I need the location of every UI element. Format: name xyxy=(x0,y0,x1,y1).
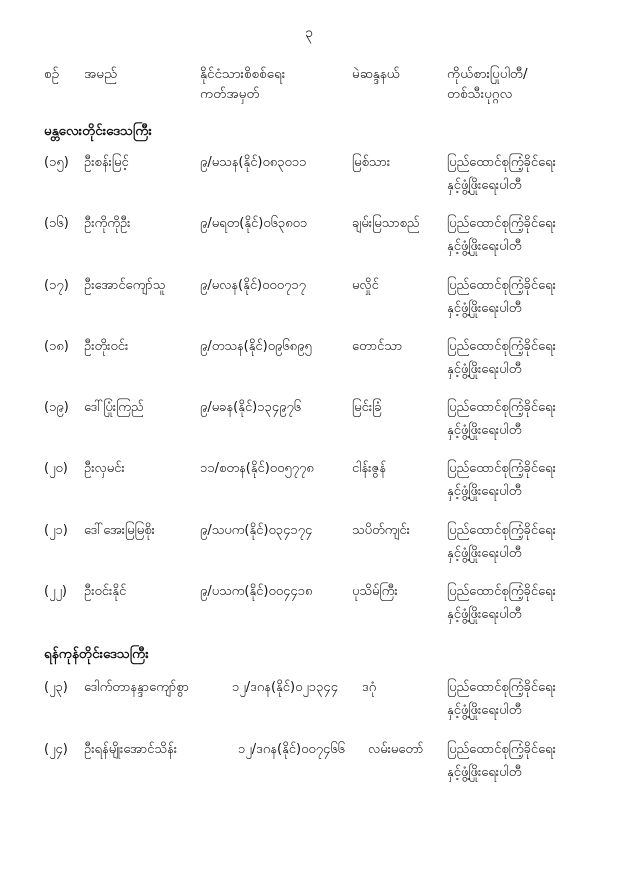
row-party-line1: ပြည်ထောင်စုကြံ့ခိုင်ရေး xyxy=(447,742,556,757)
row-constituency: ဒဂုံ xyxy=(362,680,377,695)
row-id: ၁၁/စတန(နိုင်)၀၀၅၇၇၈ xyxy=(200,461,314,476)
region-title: ရန်ကုန်တိုင်းဒေသကြီး xyxy=(44,646,149,662)
header-no: စဉ် xyxy=(44,66,60,82)
row-name: ဒေါ်အေးမြမြစိုး xyxy=(84,523,155,538)
row-number: (၁၆) xyxy=(44,216,69,231)
row-constituency: မလှိုင် xyxy=(352,278,379,293)
row-party-line2: နှင့်ဖွံ့ဖြိုးရေးပါတီ xyxy=(447,607,522,622)
row-party-line2: နှင့်ဖွံ့ဖြိုးရေးပါတီ xyxy=(447,362,522,377)
row-party-line1: ပြည်ထောင်စုကြံ့ခိုင်ရေး xyxy=(447,339,556,354)
row-id: ၁၂/ဒဂန(နိုင်)၀၀၇၄၆၆ xyxy=(238,742,345,757)
row-id: ၉/သပက(နိုင်)၀၃၄၁၇၄ xyxy=(200,523,313,538)
row-name: ဦးကိုကိုဦး xyxy=(84,216,131,231)
row-party-line1: ပြည်ထောင်စုကြံ့ခိုင်ရေး xyxy=(447,400,556,415)
row-name: ဒေါက်တာနန္ဒာကျော်စွာ xyxy=(84,680,189,695)
row-constituency: တောင်သာ xyxy=(352,339,403,354)
header-party-line1: ကိုယ်စားပြုပါတီ/ xyxy=(447,66,528,82)
row-id: ၁၂/ဒဂန(နိုင်)၀၂၁၃၄၄ xyxy=(232,680,339,695)
row-id: ၉/မခန(နိုင်)၁၃၄၉၇၆ xyxy=(200,400,302,415)
row-party-line2: နှင့်ဖွံ့ဖြိုးရေးပါတီ xyxy=(447,301,522,316)
row-id: ၉/ပသက(နိုင်)၀၀၄၄၁၈ xyxy=(200,584,313,599)
row-party-line1: ပြည်ထောင်စုကြံ့ခိုင်ရေး xyxy=(447,523,556,538)
row-number: (၁၉) xyxy=(44,400,69,415)
row-name: ဦးလှမင်း xyxy=(84,461,125,476)
row-constituency: မြင်းခြံ xyxy=(352,400,382,415)
region-title: မန္တလေးတိုင်းဒေသကြီး xyxy=(44,123,152,139)
row-id: ၉/မရတ(နိုင်)၀၆၃၈၀၁ xyxy=(200,216,308,231)
row-party-line1: ပြည်ထောင်စုကြံ့ခိုင်ရေး xyxy=(447,216,556,231)
row-id: ၉/တသန(နိုင်)၀၉၆၈၉၅ xyxy=(200,339,312,354)
row-constituency: သပိတ်ကျင်း xyxy=(352,523,410,538)
row-id: ၉/မသန(နိုင်)၀၈၃၀၁၁ xyxy=(200,155,307,170)
row-party-line1: ပြည်ထောင်စုကြံ့ခိုင်ရေး xyxy=(447,278,556,293)
row-name: ဦးတိုးဝင်း xyxy=(84,339,129,354)
row-number: (၂၁) xyxy=(44,523,68,538)
row-number: (၂၂) xyxy=(44,584,67,599)
row-name: ဦးရန်မျိုးအောင်သိန်း xyxy=(84,742,177,757)
row-constituency: ငါန်းဇွန် xyxy=(352,461,386,476)
header-id-line1: နိုင်ငံသားစိစစ်ရေး xyxy=(200,66,286,82)
header-name: အမည် xyxy=(84,66,118,82)
row-number: (၁၈) xyxy=(44,339,69,354)
row-party-line2: နှင့်ဖွံ့ဖြိုးရေးပါတီ xyxy=(447,546,522,561)
page-number: ၃ xyxy=(305,25,313,41)
row-name: ဦးအောင်ကျော်သူ xyxy=(84,278,166,293)
header-party-line2: တစ်သီးပုဂ္ဂလ xyxy=(447,86,513,102)
row-party-line2: နှင့်ဖွံ့ဖြိုးရေးပါတီ xyxy=(447,484,522,499)
header-id-line2: ကတ်အမှတ် xyxy=(200,86,260,102)
row-constituency: မြစ်သား xyxy=(352,155,391,170)
row-party-line2: နှင့်ဖွံ့ဖြိုးရေးပါတီ xyxy=(447,423,522,438)
row-number: (၂၃) xyxy=(44,680,68,695)
row-party-line1: ပြည်ထောင်စုကြံ့ခိုင်ရေး xyxy=(447,680,556,695)
row-party-line2: နှင့်ဖွံ့ဖြိုးရေးပါတီ xyxy=(447,178,522,193)
row-party-line1: ပြည်ထောင်စုကြံ့ခိုင်ရေး xyxy=(447,584,556,599)
row-name: ဦးစန်းမြင့် xyxy=(84,155,129,170)
row-number: (၂၄) xyxy=(44,742,68,757)
row-number: (၁၅) xyxy=(44,155,69,170)
row-number: (၂၀) xyxy=(44,461,68,476)
row-number: (၁၇) xyxy=(44,278,69,293)
row-party-line1: ပြည်ထောင်စုကြံ့ခိုင်ရေး xyxy=(447,461,556,476)
header-constituency: မဲဆန္ဒနယ် xyxy=(352,66,400,82)
row-party-line2: နှင့်ဖွံ့ဖြိုးရေးပါတီ xyxy=(447,703,522,718)
row-party-line2: နှင့်ဖွံ့ဖြိုးရေးပါတီ xyxy=(447,765,522,780)
row-id: ၉/မလန(နိုင်)၀၀၀၇၁၇ xyxy=(200,278,306,293)
row-constituency: ပုသိမ်ကြီး xyxy=(352,584,398,599)
row-party-line2: နှင့်ဖွံ့ဖြိုးရေးပါတီ xyxy=(447,239,522,254)
row-constituency: လမ်းမတော် xyxy=(368,742,424,757)
row-party-line1: ပြည်ထောင်စုကြံ့ခိုင်ရေး xyxy=(447,155,556,170)
row-name: ဦးဝင်းနိုင် xyxy=(84,584,127,599)
row-name: ဒေါ်ပြုံးကြည် xyxy=(84,400,144,415)
row-constituency: ချမ်းမြသာစည် xyxy=(352,216,420,231)
